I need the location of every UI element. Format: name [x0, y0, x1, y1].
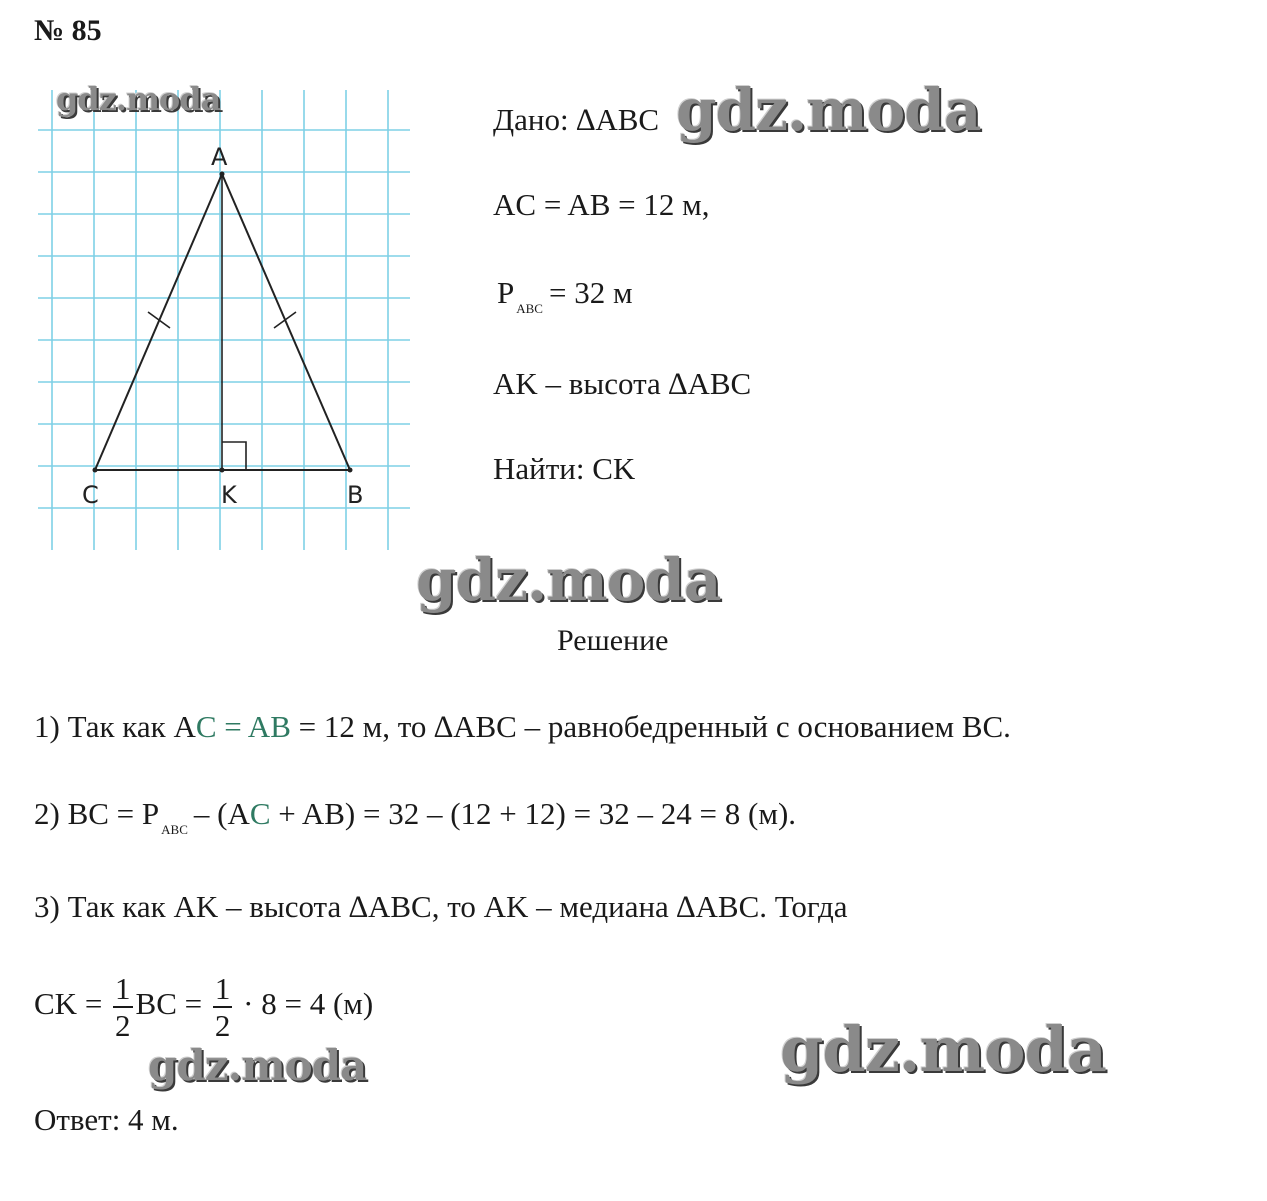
- perimeter-value: = 32 м: [548, 275, 633, 310]
- given-line-2: AC = AB = 12 м,: [493, 187, 710, 222]
- watermark-middle: gdz.moda: [416, 546, 721, 614]
- step-3: 3) Так как AK – высота ∆ABC, то AK – медиана ∆ABC. Тогда: [34, 889, 848, 924]
- vertex-label-b: B: [347, 481, 364, 509]
- given-line-4: AK – высота ∆ABC: [493, 366, 752, 401]
- fraction-one-half-2: $\frac{1}{2}$: [214, 971, 231, 1043]
- perimeter-symbol: P: [497, 275, 515, 310]
- vertex-label-a: A: [211, 143, 228, 171]
- tick-mark-ab: [274, 312, 296, 328]
- side-ac: [95, 174, 222, 470]
- watermark-small: gdz.moda: [56, 80, 221, 118]
- step-2: 2) BC = P $_{ABC}$ – (AC + AB) = 32 – (12 + 12) = 32 – 24 = 8 (м).: [34, 796, 797, 837]
- side-ab: [222, 174, 350, 470]
- find-line: Найти: CK: [493, 451, 636, 486]
- given-line-1: Дано: ∆ABC: [493, 102, 660, 137]
- perimeter-subscript-2: ABC: [161, 822, 188, 837]
- fraction-one-half-1: $\frac{1}{2}$: [115, 971, 131, 1043]
- vertex-label-c: C: [82, 481, 99, 509]
- problem-number: № 85: [34, 14, 102, 47]
- tick-mark-ac: [148, 312, 170, 328]
- watermark-bottom-left: gdz.moda: [148, 1041, 367, 1090]
- answer: Ответ: 4 м.: [34, 1102, 179, 1137]
- highlighted-equality: C = AB: [195, 709, 291, 744]
- perimeter-subscript: ABC: [516, 301, 543, 316]
- step-1: 1) Так как AC = AB = 12 м, то ∆ABC – равнобедренный с основанием BC.: [34, 709, 1011, 744]
- given-line-3: [497, 275, 633, 327]
- vertex-label-k: K: [221, 481, 237, 509]
- step-4-formula: CK = $\frac{1}{2}$ BC = $\frac{1}{2}$ · 8 = 4 (м): [34, 971, 374, 1043]
- watermark-top: gdz.moda: [676, 76, 981, 144]
- watermark-bottom-right: gdz.moda: [780, 1013, 1106, 1086]
- solution-heading: Решение: [557, 624, 669, 657]
